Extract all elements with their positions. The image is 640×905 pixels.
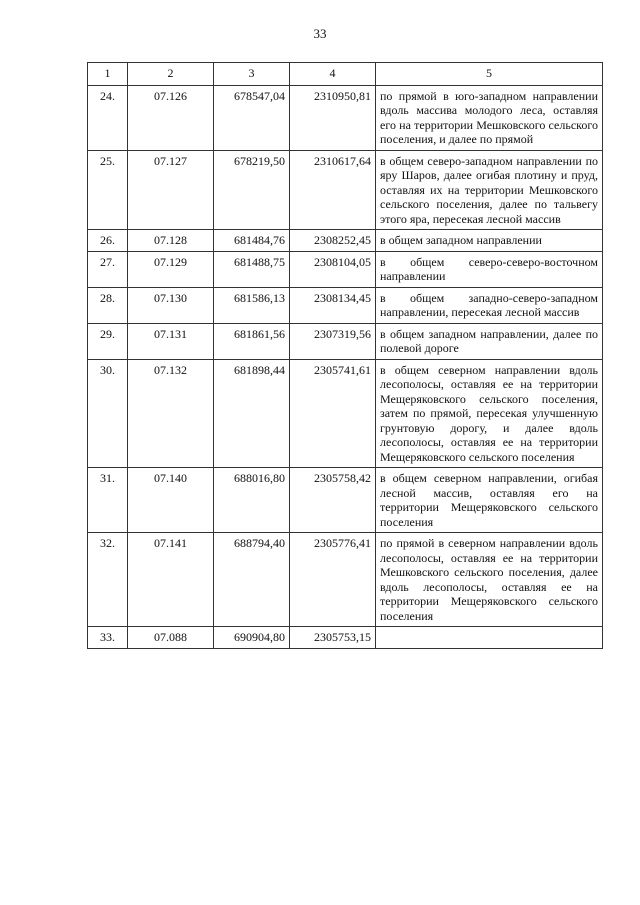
point-code: 07.126 [128,85,214,150]
row-number: 24. [88,85,128,150]
y-coordinate: 2308252,45 [290,230,376,252]
x-coordinate: 678547,04 [214,85,290,150]
column-header: 3 [214,63,290,86]
y-coordinate: 2305753,15 [290,627,376,649]
point-code: 07.131 [128,323,214,359]
y-coordinate: 2305758,42 [290,468,376,533]
point-code: 07.141 [128,533,214,627]
point-code: 07.088 [128,627,214,649]
y-coordinate: 2310950,81 [290,85,376,150]
x-coordinate: 681586,13 [214,287,290,323]
row-number: 32. [88,533,128,627]
row-number: 25. [88,150,128,230]
x-coordinate: 681488,75 [214,251,290,287]
table-row [88,359,603,468]
point-code: 07.127 [128,150,214,230]
x-coordinate: 678219,50 [214,150,290,230]
table-row [88,251,603,287]
table-header-row [88,63,603,86]
x-coordinate: 681898,44 [214,359,290,468]
boundary-description: по прямой в северном направлении вдоль лесополосы, оставляя ее на территории Мешковского сельского поселения, далее вдоль лесополосы, оставляя ее на территории Мещеряковского сельского поселения [376,533,603,627]
x-coordinate: 690904,80 [214,627,290,649]
y-coordinate: 2310617,64 [290,150,376,230]
table-row [88,468,603,533]
column-header: 2 [128,63,214,86]
row-number: 33. [88,627,128,649]
column-header: 1 [88,63,128,86]
table-row [88,533,603,627]
y-coordinate: 2305776,41 [290,533,376,627]
y-coordinate: 2307319,56 [290,323,376,359]
table-row [88,85,603,150]
point-code: 07.130 [128,287,214,323]
point-code: 07.132 [128,359,214,468]
table-body [88,85,603,648]
row-number: 27. [88,251,128,287]
row-number: 29. [88,323,128,359]
table-row [88,150,603,230]
x-coordinate: 681861,56 [214,323,290,359]
y-coordinate: 2308134,45 [290,287,376,323]
x-coordinate: 681484,76 [214,230,290,252]
column-header: 4 [290,63,376,86]
y-coordinate: 2308104,05 [290,251,376,287]
row-number: 28. [88,287,128,323]
boundary-description [376,627,603,649]
boundary-description: в общем северном направлении, огибая лесной массив, оставляя его на территории Мещеряковского сельского поселения [376,468,603,533]
boundary-description: в общем западном направлении, далее по полевой дороге [376,323,603,359]
y-coordinate: 2305741,61 [290,359,376,468]
column-header: 5 [376,63,603,86]
point-code: 07.140 [128,468,214,533]
page-number: 33 [313,26,327,41]
x-coordinate: 688016,80 [214,468,290,533]
point-code: 07.128 [128,230,214,252]
row-number: 31. [88,468,128,533]
boundary-description: в общем северном направлении вдоль лесополосы, оставляя ее на территории Мещеряковского сельского поселения, затем по прямой, пересекая улучшенную грунтовую дорогу, и далее вдоль лесополосы, оставляя ее на территории Мещеряковского сельского поселения [376,359,603,468]
table-row [88,323,603,359]
boundary-description: по прямой в юго-западном направлении вдоль массива молодого леса, оставляя его на территории Мешковского сельского поселения, и далее по прямой [376,85,603,150]
boundary-table [87,62,603,649]
row-number: 26. [88,230,128,252]
boundary-description: в общем северо-северо-восточном направлении [376,251,603,287]
table-row [88,287,603,323]
row-number: 30. [88,359,128,468]
table-row [88,230,603,252]
boundary-description: в общем западно-северо-западном направлении, пересекая лесной массив [376,287,603,323]
boundary-description: в общем северо-западном направлении по яру Шаров, далее огибая плотину и пруд, оставляя их на территории Мешковского сельского поселения, далее по тальвегу этого яра, пересекая лесной массив [376,150,603,230]
point-code: 07.129 [128,251,214,287]
table-row [88,627,603,649]
x-coordinate: 688794,40 [214,533,290,627]
boundary-description: в общем западном направлении [376,230,603,252]
